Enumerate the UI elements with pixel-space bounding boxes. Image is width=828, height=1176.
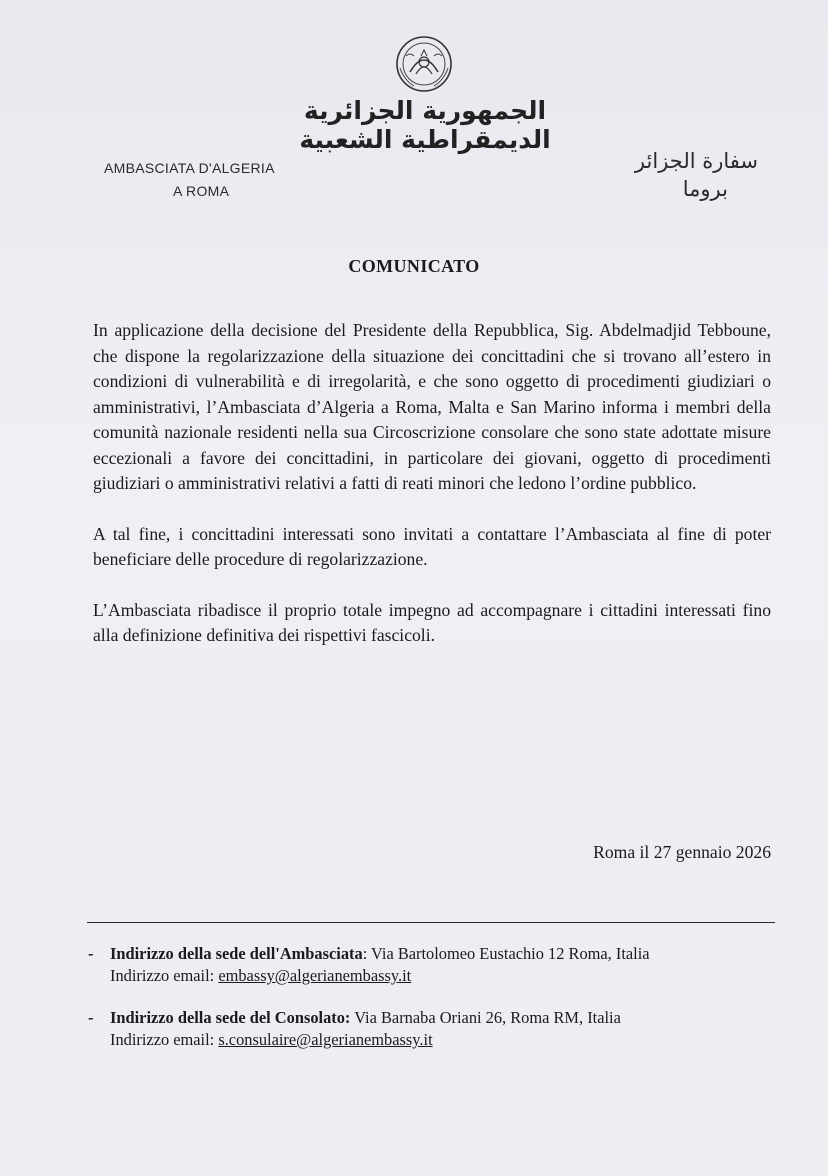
embassy-arabic-line1: سفارة الجزائر — [634, 149, 758, 173]
consulate-address-line — [110, 1007, 778, 1029]
consulate-address-value: Via Barnaba Oriani 26, Roma RM, Italia — [350, 1008, 621, 1027]
document-date: Roma il 27 gennaio 2026 — [593, 842, 771, 862]
embassy-address-item — [88, 943, 778, 987]
list-dash: - — [88, 1008, 94, 1027]
embassy-arabic-line2: بروما — [682, 177, 728, 201]
paragraph: A tal fine, i concittadini interessati sono invitati a contattare l’Ambasciata al fine di poter beneficiare delle procedure di regolarizzazione. — [93, 523, 771, 569]
embassy-name-line2: A ROMA — [173, 183, 230, 199]
embassy-email-link[interactable]: embassy@algerianembassy.it — [218, 966, 412, 985]
embassy-address-label: Indirizzo della sede dell'Ambasciata — [110, 944, 363, 963]
document-title: COMUNICATO — [348, 256, 480, 276]
paragraph: L’Ambasciata ribadisce il proprio totale impegno ad accompagnare i cittadini interessati fino alla definizione definitiva dei rispettivi fascicoli. — [93, 599, 771, 645]
embassy-email-label: Indirizzo email: — [110, 966, 219, 985]
document-body — [93, 318, 771, 674]
consulate-email-line — [110, 1029, 778, 1051]
algerian-emblem-icon — [386, 34, 462, 94]
consulate-address-label: Indirizzo della sede del Consolato: — [110, 1008, 351, 1027]
paragraph: In applicazione della decisione del Presidente della Repubblica, Sig. Abdelmadjid Tebboune, che dispone la regolarizzazione della situazione dei concittadini che si trovano all’estero in condizioni di vulnerabilità e di irregolarità, e che sono oggetto di procedimenti giudiziari o amministrativi, l’Ambasciata d’Algeria a Roma, Malta e San Marino informa i membri della comunità nazionale residenti nella sua Circoscrizione consolare che sono state adottate misure eccezionali a favore dei concittadini, in particolare dei giovani, oggetto di procedimenti giudiziari o amministrativi relativi a fatti di reati minori che ledono l’ordine pubblico. — [93, 320, 771, 493]
embassy-name-italian — [104, 157, 275, 203]
arabic-state-name: الجمهورية الجزائرية الديمقراطية الشعبية — [299, 96, 551, 154]
consulate-email-link[interactable]: s.consulaire@algerianembassy.it — [218, 1030, 433, 1049]
embassy-address-value: : Via Bartolomeo Eustachio 12 Roma, Italia — [362, 944, 650, 963]
embassy-name-line1: AMBASCIATA D'ALGERIA — [104, 160, 275, 176]
footer-divider — [87, 922, 775, 923]
consulate-email-label: Indirizzo email: — [110, 1030, 219, 1049]
embassy-name-arabic — [538, 147, 758, 203]
embassy-email-line — [110, 965, 778, 987]
footer-addresses — [88, 943, 778, 1071]
embassy-address-line — [110, 943, 778, 965]
consulate-address-item — [88, 1007, 778, 1051]
list-dash: - — [88, 944, 94, 963]
